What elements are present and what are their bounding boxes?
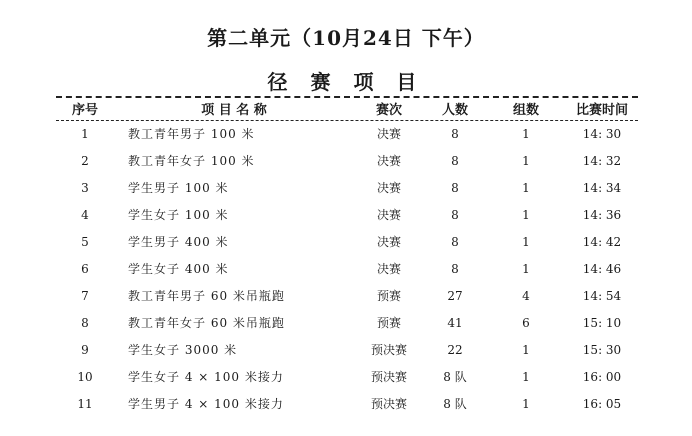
cell-name: 学生女子 100 米 bbox=[128, 208, 229, 222]
cell-no: 7 bbox=[81, 288, 89, 303]
header-count: 人数 bbox=[441, 102, 468, 118]
document-title: 第二单元（10月24日 下午） bbox=[207, 26, 485, 50]
cell-round: 预决赛 bbox=[370, 397, 407, 411]
cell-groups: 1 bbox=[522, 342, 530, 357]
header-round: 赛次 bbox=[375, 102, 402, 118]
cell-time: 15: 30 bbox=[582, 342, 622, 357]
cell-count: 8 bbox=[451, 180, 459, 195]
cell-count: 8 bbox=[451, 234, 459, 249]
cell-time: 14: 34 bbox=[582, 180, 622, 195]
table-row bbox=[56, 390, 638, 417]
cell-groups: 6 bbox=[522, 315, 530, 330]
table-row bbox=[56, 309, 638, 336]
cell-count: 8 bbox=[451, 126, 459, 141]
cell-name: 学生男子 4 × 100 米接力 bbox=[128, 397, 284, 411]
event-schedule-table bbox=[56, 96, 638, 417]
table-row bbox=[56, 255, 638, 282]
cell-groups: 1 bbox=[522, 153, 530, 168]
cell-count: 8 队 bbox=[443, 370, 467, 384]
cell-round: 预赛 bbox=[376, 316, 401, 330]
cell-time: 14: 42 bbox=[582, 234, 622, 249]
table-row bbox=[56, 282, 638, 309]
cell-name: 学生男子 400 米 bbox=[128, 235, 229, 249]
cell-time: 16: 05 bbox=[582, 396, 622, 411]
header-name: 项 目 名 称 bbox=[201, 102, 267, 118]
table-row bbox=[56, 336, 638, 363]
cell-name: 学生女子 3000 米 bbox=[128, 343, 238, 357]
header-groups: 组数 bbox=[512, 102, 539, 118]
cell-groups: 1 bbox=[522, 234, 530, 249]
cell-groups: 1 bbox=[522, 369, 530, 384]
cell-name: 教工青年男子 100 米 bbox=[128, 127, 255, 141]
cell-no: 2 bbox=[81, 153, 89, 168]
cell-round: 决赛 bbox=[376, 262, 401, 276]
cell-time: 14: 30 bbox=[582, 126, 622, 141]
cell-name: 学生男子 100 米 bbox=[128, 181, 229, 195]
cell-name: 学生女子 4 × 100 米接力 bbox=[128, 370, 284, 384]
cell-count: 41 bbox=[447, 315, 463, 330]
table-row bbox=[56, 201, 638, 228]
cell-name: 教工青年女子 60 米吊瓶跑 bbox=[128, 316, 285, 330]
cell-groups: 1 bbox=[522, 126, 530, 141]
cell-no: 3 bbox=[81, 180, 89, 195]
cell-no: 4 bbox=[81, 207, 89, 222]
cell-groups: 1 bbox=[522, 207, 530, 222]
cell-round: 决赛 bbox=[376, 154, 401, 168]
cell-time: 15: 10 bbox=[582, 315, 622, 330]
header-time: 比赛时间 bbox=[575, 102, 628, 118]
cell-count: 8 bbox=[451, 261, 459, 276]
cell-no: 10 bbox=[77, 369, 93, 384]
cell-round: 预赛 bbox=[376, 289, 401, 303]
section-title: 径 赛 项 目 bbox=[267, 70, 425, 94]
table-row bbox=[56, 174, 638, 201]
cell-time: 14: 32 bbox=[582, 153, 622, 168]
table-header-row bbox=[56, 96, 638, 120]
cell-name: 教工青年女子 100 米 bbox=[128, 154, 255, 168]
cell-round: 决赛 bbox=[376, 235, 401, 249]
cell-count: 8 bbox=[451, 207, 459, 222]
cell-count: 22 bbox=[447, 342, 463, 357]
cell-groups: 1 bbox=[522, 261, 530, 276]
table-row bbox=[56, 228, 638, 255]
cell-no: 11 bbox=[77, 396, 93, 411]
cell-count: 27 bbox=[447, 288, 463, 303]
cell-time: 14: 36 bbox=[582, 207, 622, 222]
cell-count: 8 队 bbox=[443, 397, 467, 411]
cell-no: 5 bbox=[81, 234, 89, 249]
table-row bbox=[56, 363, 638, 390]
cell-time: 14: 46 bbox=[582, 261, 622, 276]
cell-round: 决赛 bbox=[376, 127, 401, 141]
cell-groups: 1 bbox=[522, 396, 530, 411]
cell-count: 8 bbox=[451, 153, 459, 168]
table-row bbox=[56, 147, 638, 174]
cell-no: 8 bbox=[81, 315, 89, 330]
cell-round: 预决赛 bbox=[370, 370, 407, 384]
cell-no: 1 bbox=[81, 126, 89, 141]
cell-round: 预决赛 bbox=[370, 343, 407, 357]
cell-time: 16: 00 bbox=[582, 369, 622, 384]
cell-name: 学生女子 400 米 bbox=[128, 262, 229, 276]
cell-round: 决赛 bbox=[376, 181, 401, 195]
cell-name: 教工青年男子 60 米吊瓶跑 bbox=[128, 289, 285, 303]
cell-round: 决赛 bbox=[376, 208, 401, 222]
header-no: 序号 bbox=[71, 102, 98, 118]
cell-no: 6 bbox=[81, 261, 89, 276]
cell-no: 9 bbox=[81, 342, 89, 357]
cell-time: 14: 54 bbox=[582, 288, 622, 303]
cell-groups: 1 bbox=[522, 180, 530, 195]
table-row bbox=[56, 120, 638, 147]
cell-groups: 4 bbox=[522, 288, 530, 303]
